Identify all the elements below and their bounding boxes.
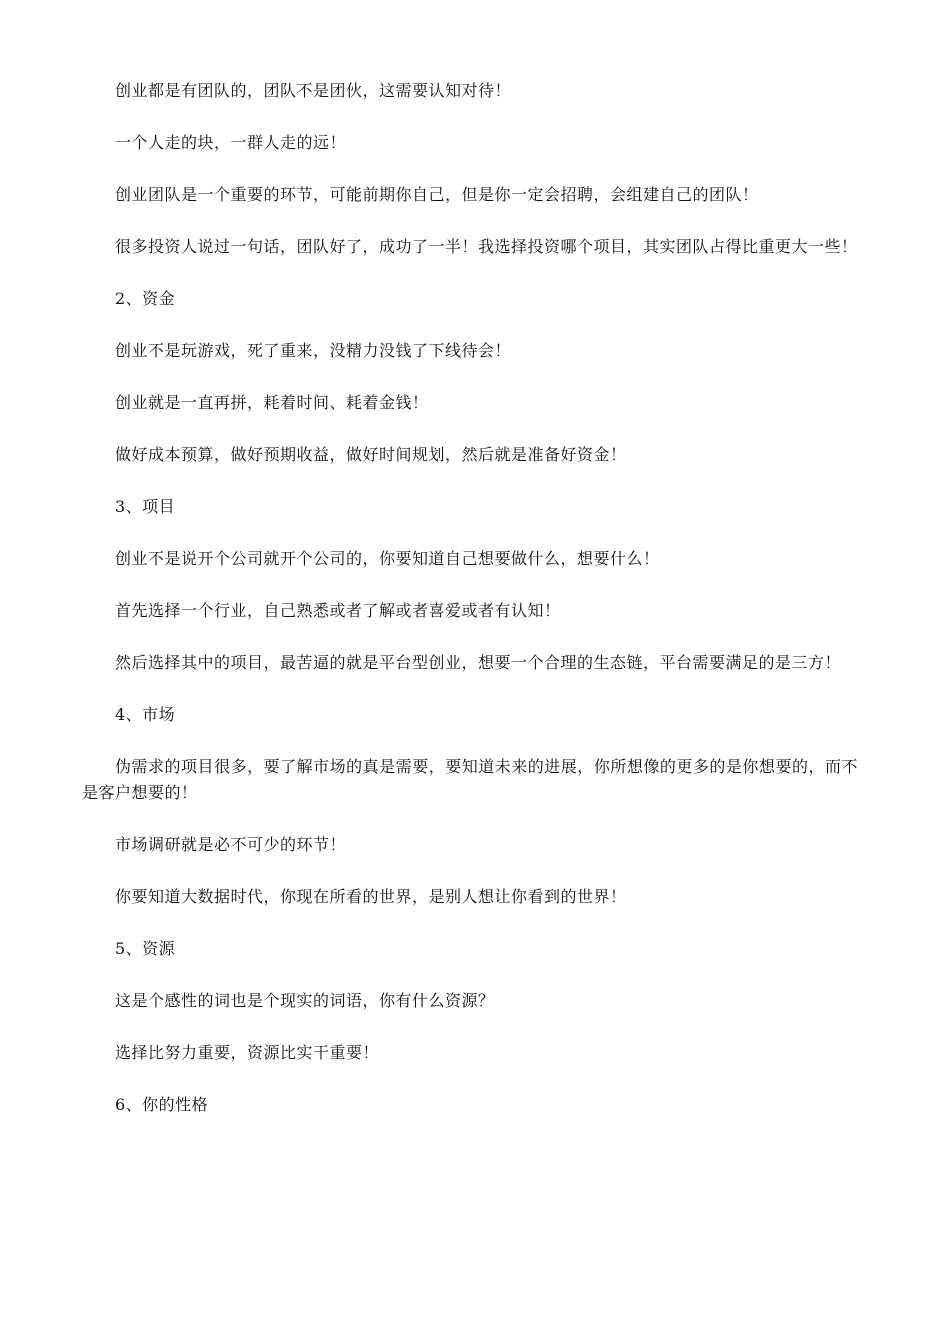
paragraph: 创业团队是一个重要的环节，可能前期你自己，但是你一定会招聘，会组建自己的团队！ (115, 185, 759, 204)
document-body (82, 78, 858, 1144)
paragraph: 很多投资人说过一句话，团队好了，成功了一半！我选择投资哪个项目，其实团队占得比重更大一些！ (115, 237, 858, 256)
section-heading: 4、市场 (115, 705, 176, 724)
section-heading: 3、项目 (115, 497, 176, 516)
paragraph: 首先选择一个行业，自己熟悉或者了解或者喜爱或者有认知！ (115, 601, 561, 620)
paragraph: 创业都是有团队的，团队不是团伙，这需要认知对待！ (115, 81, 512, 100)
section-heading: 5、资源 (115, 939, 176, 958)
paragraph: 一个人走的块，一群人走的远！ (115, 133, 347, 152)
paragraph: 选择比努力重要，资源比实干重要！ (115, 1043, 380, 1062)
paragraph: 做好成本预算，做好预期收益，做好时间规划，然后就是准备好资金！ (115, 445, 627, 464)
section-heading: 2、资金 (115, 289, 176, 308)
paragraph: 创业不是说开个公司就开个公司的，你要知道自己想要做什么，想要什么！ (115, 549, 660, 568)
paragraph: 创业不是玩游戏，死了重来，没精力没钱了下线待会！ (115, 341, 512, 360)
paragraph: 市场调研就是必不可少的环节！ (115, 835, 347, 854)
paragraph: 这是个感性的词也是个现实的词语，你有什么资源？ (115, 991, 495, 1010)
paragraph: 你要知道大数据时代，你现在所看的世界，是别人想让你看到的世界！ (115, 887, 627, 906)
paragraph: 然后选择其中的项目，最苦逼的就是平台型创业，想要一个合理的生态链，平台需要满足的是三方！ (115, 653, 842, 672)
paragraph: 创业就是一直再拼，耗着时间、耗着金钱！ (115, 393, 429, 412)
paragraph: 伪需求的项目很多，要了解市场的真是需要，要知道未来的进展，你所想像的更多的是你想要的，而不是客户想要的！ (82, 757, 858, 802)
section-heading: 6、你的性格 (115, 1095, 209, 1114)
